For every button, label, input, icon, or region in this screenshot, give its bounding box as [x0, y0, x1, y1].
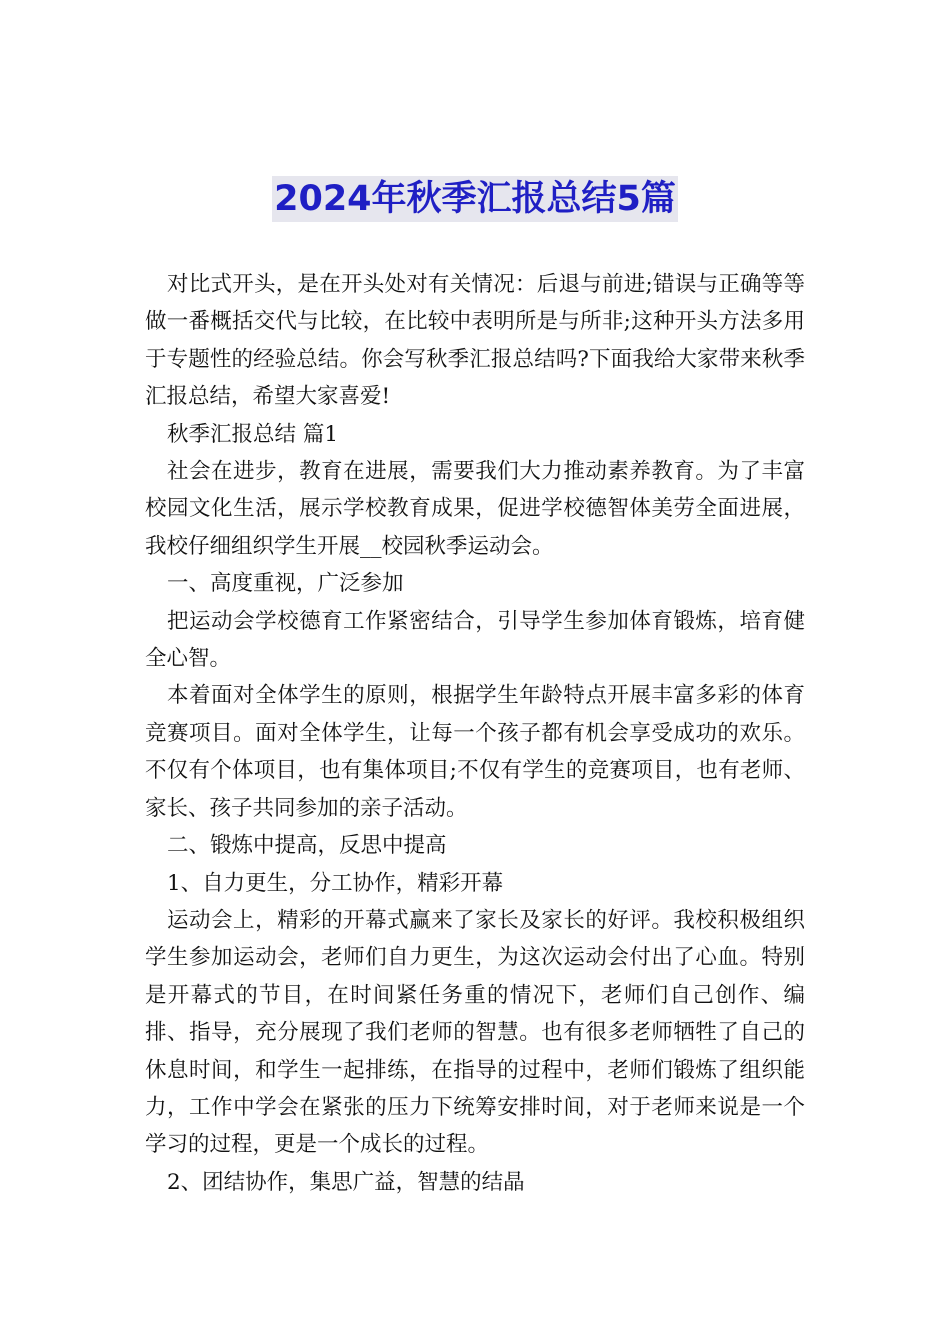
body-paragraph: 本着面对全体学生的原则，根据学生年龄特点开展丰富多彩的体育竞赛项目。面对全体学生，让每一个孩子都有机会享受成功的欢乐。不仅有个体项目，也有集体项目;不仅有学生的竞赛项目，也有老师、家长、孩子共同参加的亲子活动。 [145, 683, 805, 821]
document-title: 2024年秋季汇报总结5篇 [272, 176, 678, 222]
numbered-heading: 1、自力更生，分工协作，精彩开幕 [167, 870, 504, 896]
body-paragraph: 运动会上，精彩的开幕式赢来了家长及家长的好评。我校积极组织学生参加运动会，老师们自力更生，为这次运动会付出了心血。特别是开幕式的节目，在时间紧任务重的情况下，老师们自己创作、编排、指导，充分展现了我们老师的智慧。也有很多老师牺牲了自己的休息时间，和学生一起排练，在指导的过程中，老师们锻炼了组织能力，工作中学会在紧张的压力下统筹安排时间，对于老师来说是一个学习的过程，更是一个成长的过程。 [145, 907, 805, 1158]
document-body [145, 266, 805, 1201]
numbered-heading: 2、团结协作，集思广益，智慧的结晶 [167, 1169, 525, 1195]
intro-paragraph: 对比式开头，是在开头处对有关情况：后退与前进;错误与正确等等做一番概括交代与比较，在比较中表明所是与所非;这种开头方法多用于专题性的经验总结。你会写秋季汇报总结吗?下面我给大家带来秋季汇报总结，希望大家喜爱! [145, 272, 805, 410]
subheading: 二、锻炼中提高，反思中提高 [167, 833, 447, 859]
body-paragraph: 社会在进步，教育在进展，需要我们大力推动素养教育。为了丰富校园文化生活，展示学校教育成果，促进学校德智体美劳全面进展，我校仔细组织学生开展__校园秋季运动会。 [145, 459, 805, 559]
subheading: 一、高度重视，广泛参加 [167, 571, 404, 597]
section-heading: 秋季汇报总结 篇1 [167, 421, 339, 447]
body-paragraph: 把运动会学校德育工作紧密结合，引导学生参加体育锻炼，培育健全心智。 [145, 608, 805, 672]
title-container [0, 176, 950, 222]
